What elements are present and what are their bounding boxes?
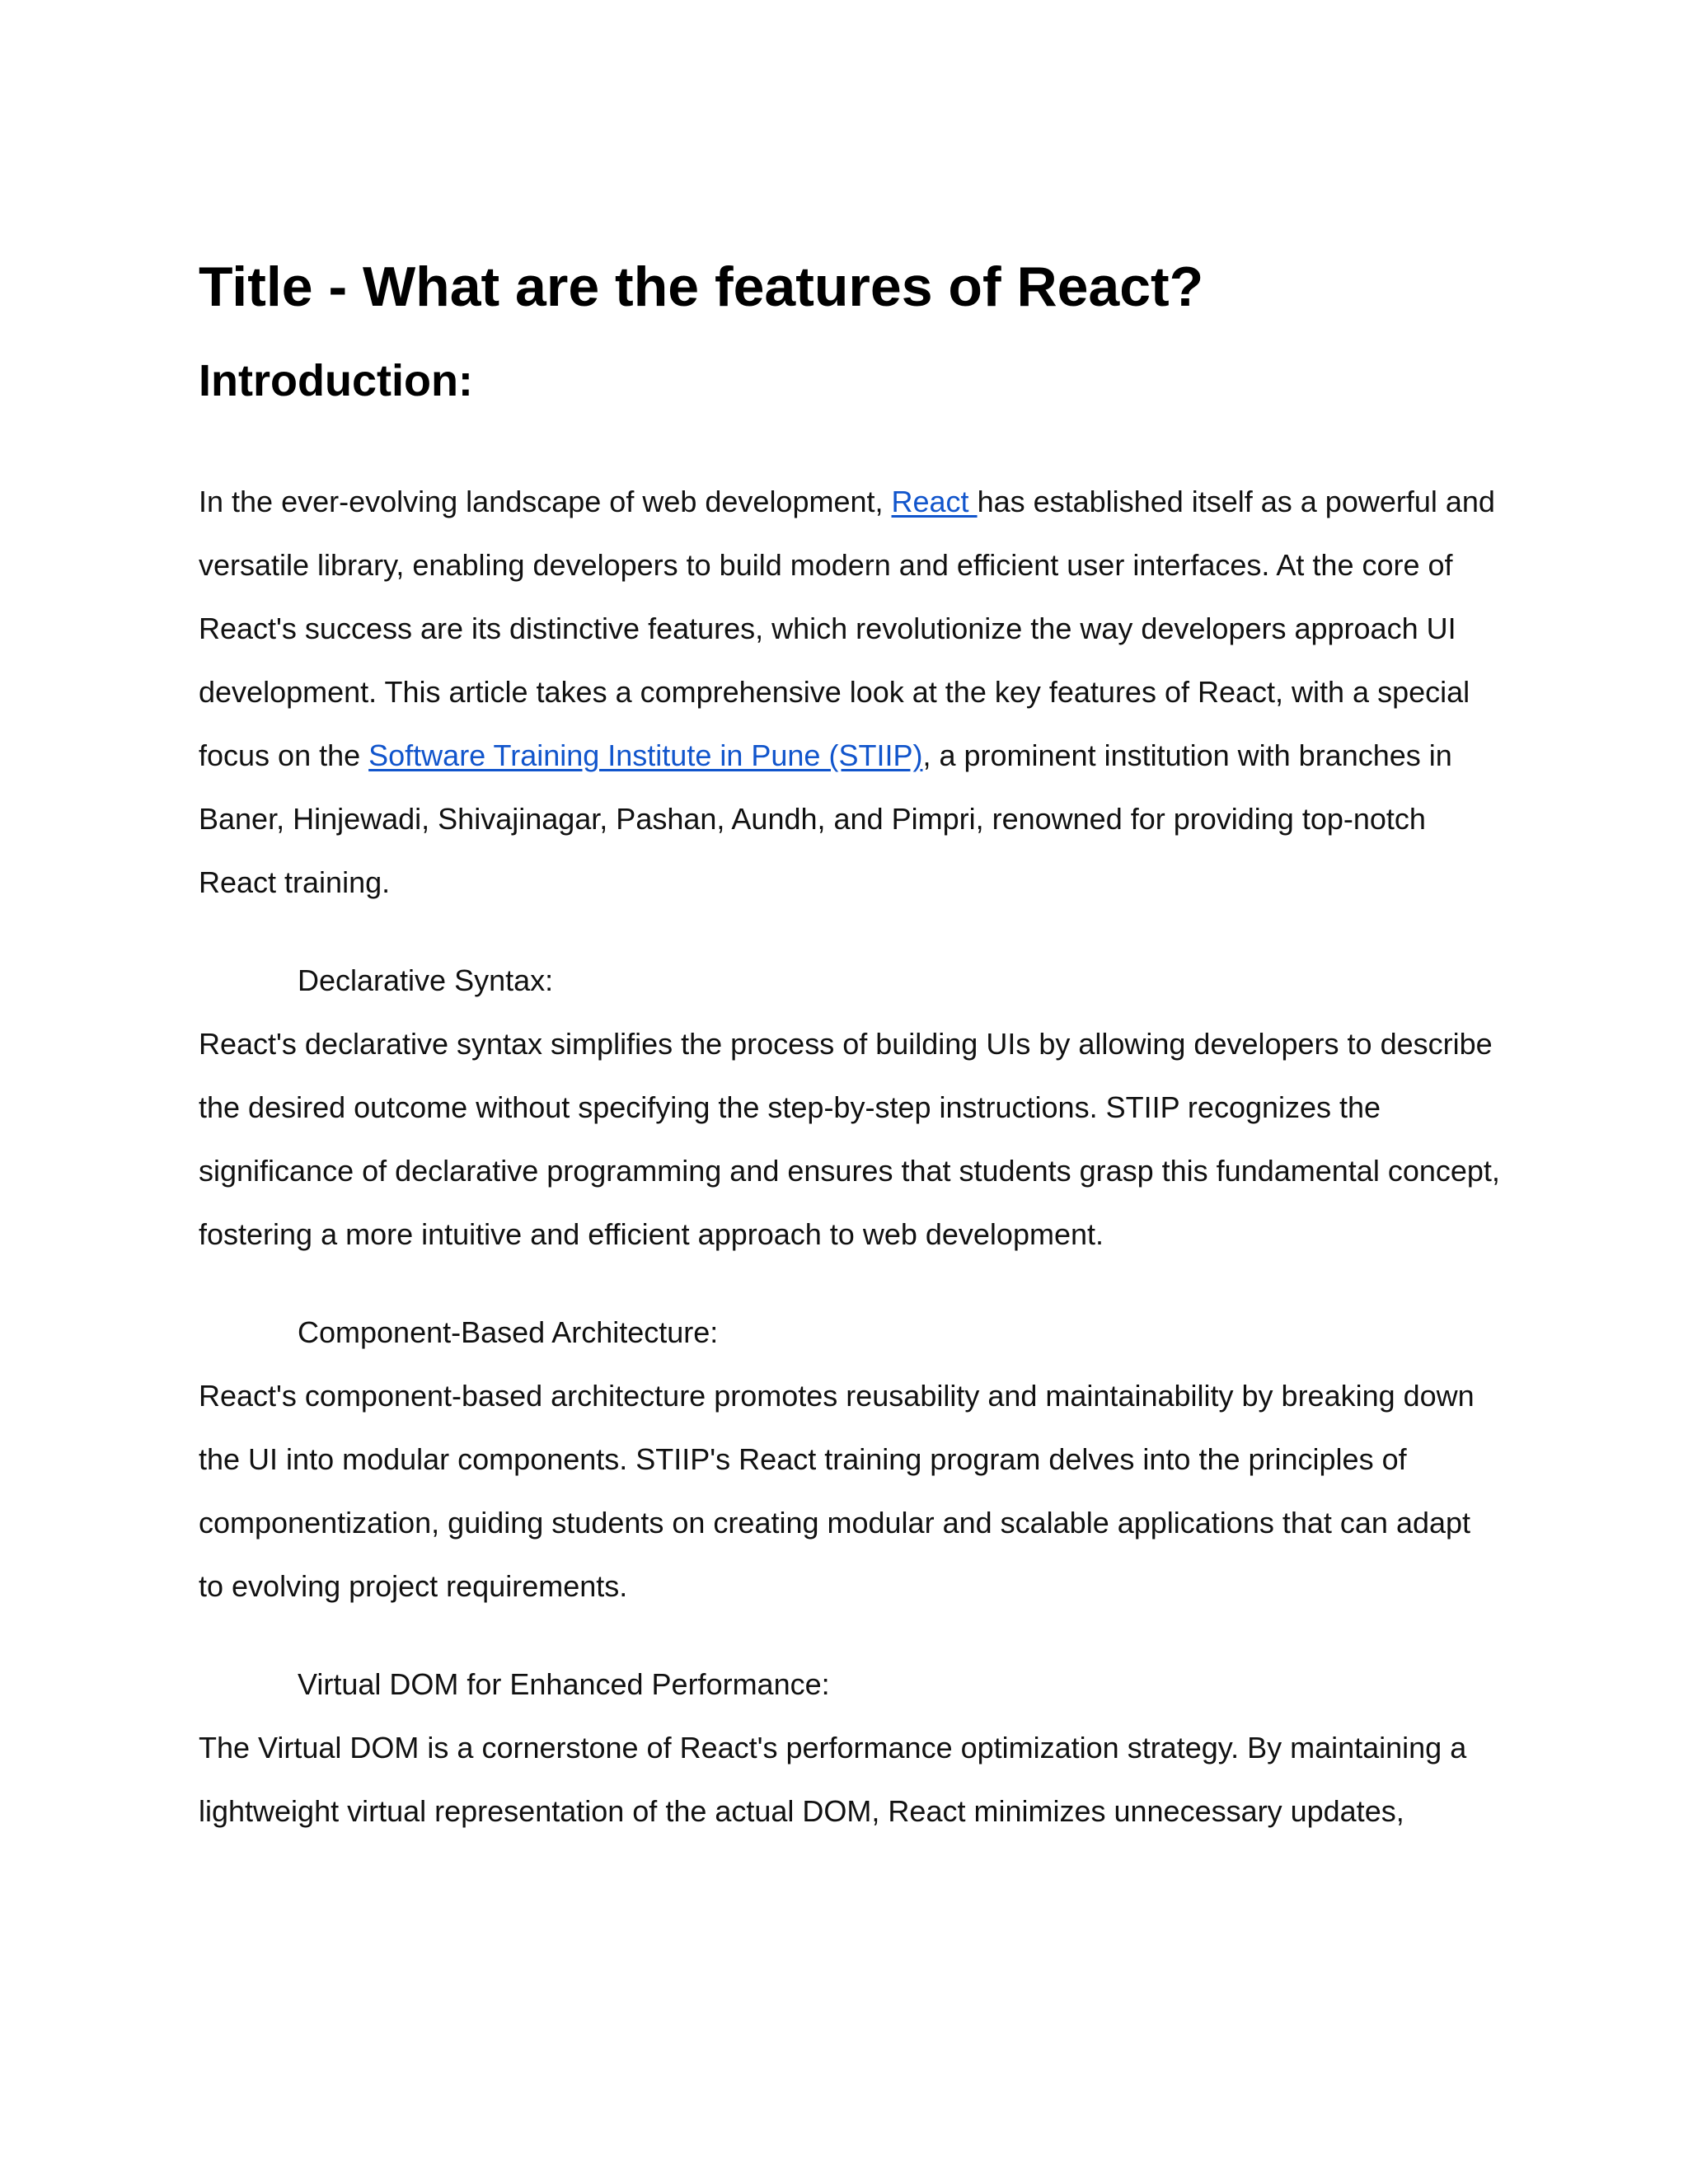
react-link[interactable]: React bbox=[891, 485, 978, 518]
intro-text-end: , a prominent institution with branches in Baner, Hinjewadi, Shivajinagar, Pashan, Aundh, and Pimpri, renowned for providing top-notch React training. bbox=[199, 738, 1452, 899]
introduction-heading: Introduction: bbox=[199, 356, 473, 405]
section-body-component-architecture: React's component-based architecture promotes reusability and maintainability by breaking down the UI into modular components. STIIP's React training program delves into the principles of componentization, guiding students on creating modular and scalable applications that can adapt to evolving project requirements. bbox=[199, 1379, 1475, 1603]
section-heading-component-architecture: Component-Based Architecture: bbox=[298, 1315, 719, 1349]
section-heading-declarative-syntax: Declarative Syntax: bbox=[298, 963, 554, 997]
document-title: Title - What are the features of React? bbox=[199, 255, 1204, 318]
intro-text-start: In the ever-evolving landscape of web development, bbox=[199, 485, 892, 518]
stiip-link[interactable]: Software Training Institute in Pune (STIIP) bbox=[368, 738, 923, 772]
intro-text-middle: has established itself as a powerful and versatile library, enabling developers to build modern and efficient user interfaces. At the core of React's success are its distinctive features, which revolutionize the way developers approach UI development. This article takes a comprehensive look at the key features of React, with a special focus on the bbox=[199, 485, 1495, 772]
introduction-paragraph bbox=[199, 470, 1501, 914]
section-body-virtual-dom: The Virtual DOM is a cornerstone of React's performance optimization strategy. By maintaining a lightweight virtual representation of the actual DOM, React minimizes unnecessary updates, bbox=[199, 1731, 1467, 1828]
document-content bbox=[199, 247, 1501, 1843]
section-body-declarative-syntax: React's declarative syntax simplifies the process of building UIs by allowing developers to describe the desired outcome without specifying the step-by-step instructions. STIIP recognizes the significance of declarative programming and ensures that students grasp this fundamental concept, fostering a more intuitive and efficient approach to web development. bbox=[199, 1027, 1500, 1251]
section-heading-virtual-dom: Virtual DOM for Enhanced Performance: bbox=[298, 1667, 830, 1701]
